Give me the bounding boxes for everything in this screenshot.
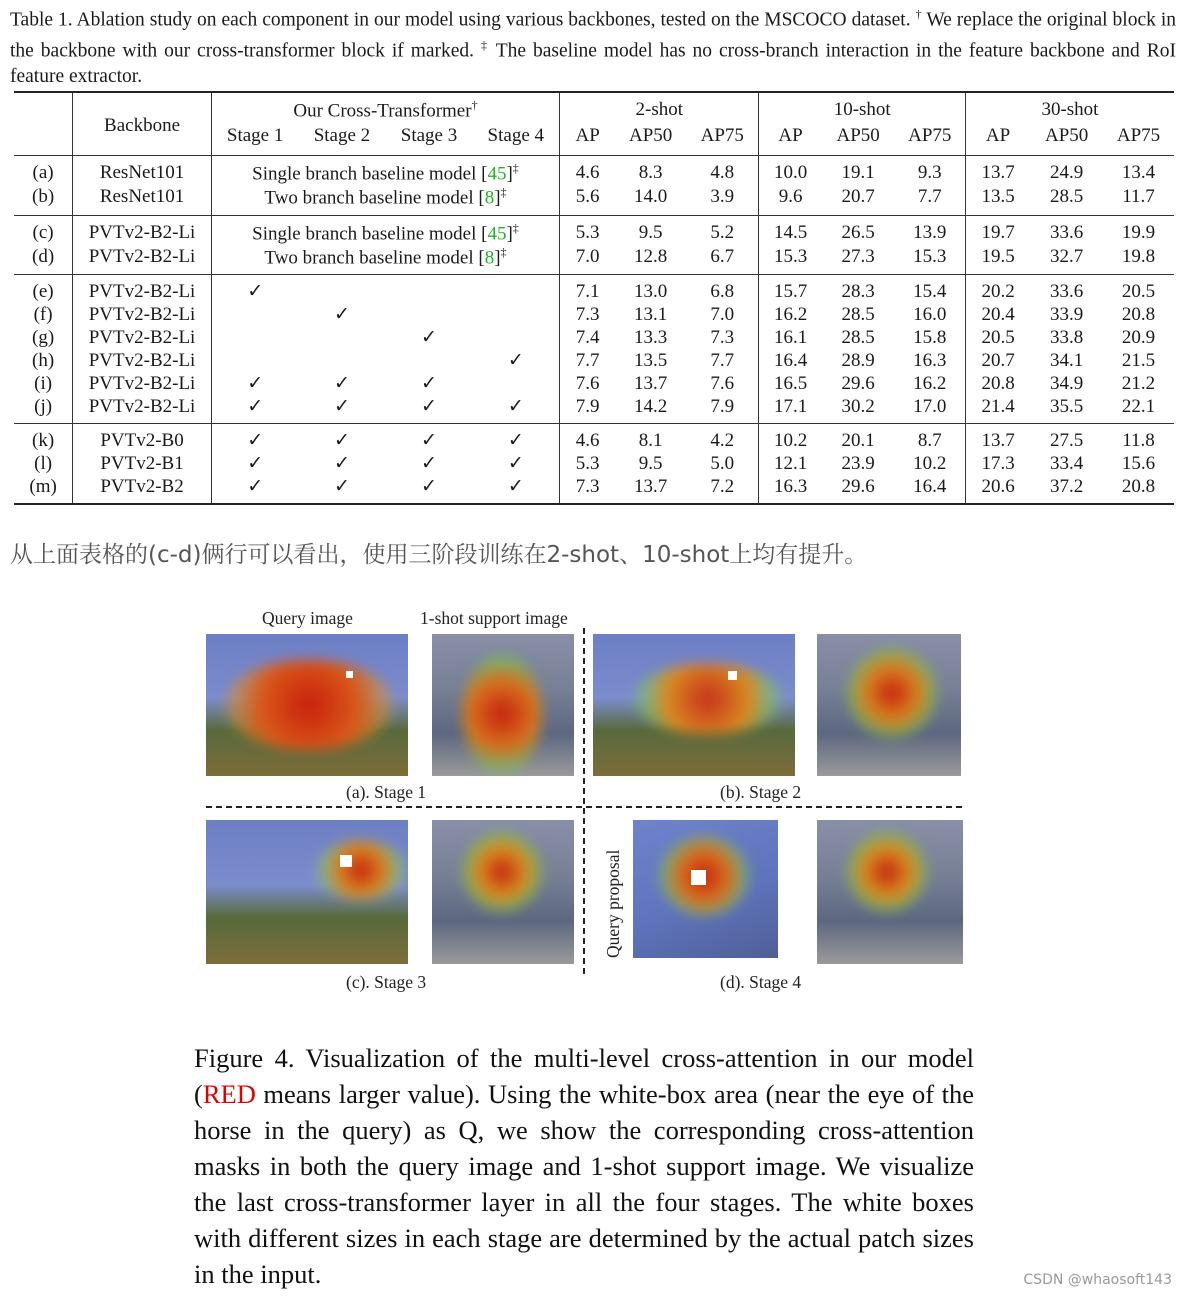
metric-value: 33.6: [1050, 280, 1084, 302]
metric-value: 20.7: [841, 186, 875, 208]
metric-value: 9.6: [759, 185, 822, 215]
stage-check: ✓: [421, 327, 437, 349]
query-patch-box: [728, 671, 737, 680]
ablation-table: [14, 91, 1174, 505]
metric-value: 7.7: [710, 349, 735, 371]
baseline-label: Single branch baseline model [45]‡: [211, 215, 559, 245]
metric-value: 20.6: [965, 475, 1030, 504]
metric-value: 34.9: [1050, 372, 1084, 394]
stage-check: [298, 326, 385, 349]
metric-value: 7.3: [560, 303, 616, 326]
header-metric: AP: [965, 123, 1030, 156]
stage-check: ✓: [211, 372, 298, 395]
metric-value: 19.5: [965, 245, 1030, 275]
table-row: [14, 424, 1174, 453]
row-id: (c): [32, 221, 54, 243]
header-metric: AP: [560, 123, 616, 156]
metric-value: 21.4: [965, 395, 1030, 424]
stage-check: [211, 303, 298, 326]
metric-value: 7.3: [560, 475, 616, 504]
metric-value: 21.2: [1121, 372, 1156, 394]
stage-check: ✓: [421, 453, 437, 475]
metric-value: 19.9: [1121, 221, 1156, 243]
metric-value: 14.0: [634, 186, 668, 208]
stage-check: [385, 303, 472, 326]
stage-check: ✓: [421, 430, 437, 452]
metric-value: 8.3: [638, 162, 663, 184]
metric-value: 13.7: [634, 372, 668, 394]
query-image-stage2: [593, 634, 795, 776]
stage-check: [473, 275, 560, 304]
stage-check: ✓: [211, 424, 298, 453]
metric-value: 13.3: [634, 326, 668, 348]
stage-check: ✓: [421, 476, 437, 498]
row-id: (m): [29, 475, 57, 497]
figure-4: [180, 600, 980, 1010]
metric-value: 8.1: [638, 429, 663, 451]
metric-value: 4.2: [710, 429, 735, 451]
metric-value: 16.4: [913, 475, 947, 497]
header-id: [14, 92, 73, 156]
row-id: (g): [32, 326, 55, 348]
table-group-backbone-ablation: [14, 424, 1174, 505]
metric-value: 27.5: [1050, 429, 1084, 451]
citation-link[interactable]: 45: [487, 163, 507, 185]
header-backbone: Backbone: [73, 92, 212, 156]
stage-check: ✓: [507, 430, 524, 452]
header-metric: AP75: [908, 125, 952, 146]
table-row: [14, 372, 1174, 395]
metric-value: 19.8: [1121, 246, 1156, 268]
row-id: (k): [32, 429, 55, 451]
metric-value: 20.4: [965, 303, 1030, 326]
metric-value: 9.5: [638, 221, 663, 243]
row-backbone: PVTv2-B2-Li: [73, 303, 212, 326]
citation-link[interactable]: 8: [484, 187, 495, 209]
metric-value: 30.2: [841, 395, 875, 417]
metric-value: 13.5: [965, 185, 1030, 215]
query-patch-box: [340, 855, 352, 867]
metric-value: 3.9: [710, 186, 735, 208]
subcaption-stage4: (d). Stage 4: [720, 972, 802, 992]
metric-value: 12.8: [634, 246, 668, 268]
metric-value: 5.0: [710, 452, 735, 474]
metric-value: 10.0: [759, 156, 822, 186]
metric-value: 17.3: [965, 452, 1030, 475]
metric-value: 20.2: [965, 275, 1030, 304]
row-id: (b): [32, 186, 55, 208]
stage-check: ✓: [333, 476, 350, 498]
header-stage: Stage 4: [487, 125, 545, 146]
stage-check: [211, 349, 298, 372]
metric-value: 32.7: [1050, 246, 1084, 268]
metric-value: 16.0: [913, 303, 947, 325]
metric-value: 20.8: [965, 372, 1030, 395]
metric-value: 13.7: [634, 475, 668, 497]
row-backbone: PVTv2-B2-Li: [73, 349, 212, 372]
row-backbone: PVTv2-B2-Li: [73, 275, 212, 304]
metric-value: 9.5: [638, 452, 663, 474]
metric-value: 29.6: [841, 475, 875, 497]
header-10shot: 10-shot: [759, 92, 965, 123]
row-backbone: PVTv2-B2-Li: [73, 395, 212, 424]
table-group-stage-ablation: [14, 275, 1174, 424]
table-row: [14, 326, 1174, 349]
table-row: [14, 215, 1174, 245]
metric-value: 28.9: [841, 349, 875, 371]
metric-value: 13.5: [634, 349, 668, 371]
metric-value: 20.9: [1121, 326, 1156, 348]
metric-value: 7.7: [560, 349, 616, 372]
support-image-label: 1-shot support image: [420, 608, 568, 628]
cn-note: 从上面表格的(c-d)俩行可以看出，使用三阶段训练在2-shot、10-shot上均有提升。: [10, 542, 868, 568]
metric-value: 24.9: [1050, 162, 1084, 184]
table-row: [14, 303, 1174, 326]
table-row: [14, 245, 1174, 275]
metric-value: 28.3: [841, 280, 875, 302]
metric-value: 16.1: [759, 326, 822, 349]
metric-value: 7.6: [560, 372, 616, 395]
header-30shot: 30-shot: [965, 92, 1174, 123]
stage-check: ✓: [421, 373, 437, 395]
support-image-stage4: [817, 820, 963, 964]
metric-value: 15.3: [759, 245, 822, 275]
metric-value: 28.5: [841, 326, 875, 348]
metric-value: 20.7: [965, 349, 1030, 372]
metric-value: 12.1: [759, 452, 822, 475]
metric-value: 13.7: [965, 156, 1030, 186]
row-backbone: PVTv2-B2-Li: [73, 326, 212, 349]
header-cross-transformer: Our Cross-Transformer†: [211, 92, 559, 123]
stage-check: ✓: [507, 350, 524, 372]
row-id: (d): [32, 246, 55, 268]
table-row: [14, 185, 1174, 215]
row-id: (i): [34, 372, 53, 394]
metric-value: 16.5: [759, 372, 822, 395]
metric-value: 26.5: [841, 221, 875, 243]
metric-value: 7.3: [710, 326, 735, 348]
metric-value: 15.6: [1121, 452, 1156, 474]
stage-check: [473, 326, 560, 349]
query-proposal-label: Query proposal: [603, 849, 623, 958]
metric-value: 20.8: [1121, 475, 1156, 497]
query-proposal-stage4: [633, 820, 778, 958]
metric-value: 7.7: [917, 186, 942, 208]
stage-check: [211, 326, 298, 349]
baseline-label: Two branch baseline model [8]‡: [211, 185, 559, 215]
citation-link[interactable]: 8: [484, 247, 495, 269]
metric-value: 20.5: [965, 326, 1030, 349]
metric-value: 5.3: [560, 452, 616, 475]
stage-check: ✓: [211, 275, 298, 304]
metric-value: 15.4: [913, 280, 947, 302]
metric-value: 16.3: [913, 349, 947, 371]
header-stage: Stage 2: [313, 125, 371, 146]
metric-value: 13.1: [634, 303, 668, 325]
header-metric: AP75: [700, 125, 744, 146]
metric-value: 11.8: [1122, 429, 1155, 451]
table-row: [14, 275, 1174, 304]
stage-check: [385, 349, 472, 372]
metric-value: 6.8: [710, 280, 735, 302]
metric-value: 21.5: [1121, 349, 1156, 371]
metric-value: 16.3: [759, 475, 822, 504]
metric-value: 4.6: [560, 424, 616, 453]
metric-value: 13.7: [965, 424, 1030, 453]
stage-check: ✓: [421, 396, 437, 418]
table-group-baseline-pvt: [14, 215, 1174, 275]
metric-value: 14.2: [634, 395, 668, 417]
subcaption-stage2: (b). Stage 2: [720, 782, 802, 802]
figure-caption: Figure 4. Visualization of the multi-level cross-attention in our model (RED means larger value). Using the white-box area (near the eye of the horse in the query) as Q, we show the corresponding cross-attention masks in both the query image and 1-shot support image. We visualize the last cross-transformer layer in all the four stages. The white boxes with different sizes in each stage are determined by the actual patch sizes in the input.: [194, 1043, 974, 1289]
stage-check: [473, 372, 560, 395]
row-backbone: PVTv2-B2-Li: [73, 215, 212, 245]
metric-value: 15.7: [759, 275, 822, 304]
metric-value: 7.4: [560, 326, 616, 349]
metric-value: 33.6: [1050, 221, 1084, 243]
query-patch-box: [691, 870, 706, 885]
metric-value: 16.2: [913, 372, 947, 394]
metric-value: 5.2: [710, 221, 735, 243]
metric-value: 16.2: [759, 303, 822, 326]
table-row: [14, 475, 1174, 504]
metric-value: 29.6: [841, 372, 875, 394]
stage-check: [298, 275, 385, 304]
stage-check: ✓: [333, 453, 350, 475]
header-metric: AP50: [836, 125, 880, 146]
metric-value: 14.5: [759, 215, 822, 245]
metric-value: 7.0: [560, 245, 616, 275]
row-backbone: PVTv2-B2-Li: [73, 245, 212, 275]
metric-value: 15.8: [913, 326, 947, 348]
query-image-stage1: [206, 634, 408, 776]
metric-value: 33.4: [1050, 452, 1084, 474]
metric-value: 6.7: [710, 246, 735, 268]
metric-value: 20.5: [1121, 280, 1156, 302]
baseline-label: Single branch baseline model [45]‡: [211, 156, 559, 186]
metric-value: 28.5: [841, 303, 875, 325]
metric-value: 10.2: [913, 452, 947, 474]
metric-value: 10.2: [759, 424, 822, 453]
row-backbone: PVTv2-B1: [73, 452, 212, 475]
row-id: (h): [32, 349, 55, 371]
metric-value: 5.3: [560, 215, 616, 245]
stage-check: ✓: [211, 475, 298, 504]
header-2shot: 2-shot: [560, 92, 759, 123]
row-backbone: PVTv2-B2-Li: [73, 372, 212, 395]
metric-value: 19.7: [965, 215, 1030, 245]
row-backbone: PVTv2-B0: [73, 424, 212, 453]
metric-value: 37.2: [1050, 475, 1084, 497]
metric-value: 7.0: [710, 303, 735, 325]
metric-value: 17.0: [913, 395, 947, 417]
header-metric: AP50: [1044, 125, 1089, 146]
support-image-stage2: [817, 634, 961, 776]
header-metric: AP75: [1116, 125, 1161, 146]
table-row: [14, 452, 1174, 475]
stage-check: ✓: [333, 373, 350, 395]
metric-value: 15.3: [913, 246, 947, 268]
stage-check: [298, 349, 385, 372]
row-id: (a): [32, 162, 54, 184]
table-row: [14, 395, 1174, 424]
metric-value: 7.9: [560, 395, 616, 424]
metric-value: 16.4: [759, 349, 822, 372]
stage-check: [473, 303, 560, 326]
stage-check: ✓: [333, 396, 350, 418]
query-patch-box: [346, 671, 353, 678]
metric-value: 7.2: [710, 475, 735, 497]
header-stage: Stage 3: [400, 125, 458, 146]
query-image-stage3: [206, 820, 408, 964]
metric-value: 7.6: [710, 372, 735, 394]
stage-check: [385, 275, 472, 304]
row-id: (e): [32, 280, 54, 302]
metric-value: 28.5: [1050, 186, 1084, 208]
table-row: [14, 349, 1174, 372]
citation-link[interactable]: 45: [487, 222, 507, 244]
metric-value: 34.1: [1050, 349, 1084, 371]
support-image-stage3: [432, 820, 574, 964]
metric-value: 20.1: [841, 429, 875, 451]
watermark: CSDN @whaosoft143: [1023, 1272, 1172, 1288]
metric-value: 4.8: [710, 162, 735, 184]
metric-value: 33.9: [1050, 303, 1084, 325]
metric-value: 27.3: [841, 246, 875, 268]
row-id: (f): [33, 303, 53, 325]
stage-check: ✓: [507, 476, 524, 498]
metric-value: 20.8: [1121, 303, 1156, 325]
metric-value: 4.6: [560, 156, 616, 186]
metric-value: 19.1: [841, 162, 875, 184]
table-group-baseline-resnet: [14, 156, 1174, 216]
metric-value: 22.1: [1121, 395, 1156, 417]
metric-value: 17.1: [759, 395, 822, 424]
support-image-stage1: [432, 634, 574, 776]
row-backbone: ResNet101: [73, 156, 212, 186]
table-caption: Table 1. Ablation study on each component in our model using various backbones, tested on the MSCOCO dataset. † We replace the original block in the backbone with our cross-transformer block if marked. ‡ The baseline model has no cross-branch interaction in the feature backbone and RoI feature extractor.: [10, 7, 1176, 87]
metric-value: 5.6: [560, 185, 616, 215]
header-stage: Stage 1: [211, 123, 298, 156]
stage-check: ✓: [333, 430, 350, 452]
subcaption-stage3: (c). Stage 3: [346, 972, 427, 992]
metric-value: 35.5: [1050, 395, 1084, 417]
metric-value: 8.7: [917, 429, 942, 451]
metric-value: 33.8: [1050, 326, 1084, 348]
metric-value: 13.9: [913, 221, 947, 243]
row-id: (l): [34, 452, 53, 474]
subcaption-stage1: (a). Stage 1: [346, 782, 427, 802]
row-backbone: ResNet101: [73, 185, 212, 215]
metric-value: 13.4: [1121, 162, 1156, 184]
stage-check: ✓: [507, 396, 524, 418]
header-metric: AP: [759, 123, 822, 156]
figure-divider-vertical: [583, 628, 585, 974]
query-image-label: Query image: [262, 608, 353, 628]
stage-check: ✓: [211, 395, 298, 424]
row-id: (j): [34, 395, 53, 417]
baseline-label: Two branch baseline model [8]‡: [211, 245, 559, 275]
metric-value: 13.0: [634, 280, 668, 302]
stage-check: ✓: [507, 453, 524, 475]
metric-value: 7.9: [710, 395, 735, 417]
metric-value: 11.7: [1122, 186, 1155, 208]
row-backbone: PVTv2-B2: [73, 475, 212, 504]
metric-value: 7.1: [560, 275, 616, 304]
stage-check: ✓: [211, 452, 298, 475]
stage-check: ✓: [333, 304, 350, 326]
metric-value: 9.3: [917, 162, 942, 184]
table-row: [14, 156, 1174, 186]
header-metric: AP50: [629, 125, 673, 146]
metric-value: 23.9: [841, 452, 875, 474]
